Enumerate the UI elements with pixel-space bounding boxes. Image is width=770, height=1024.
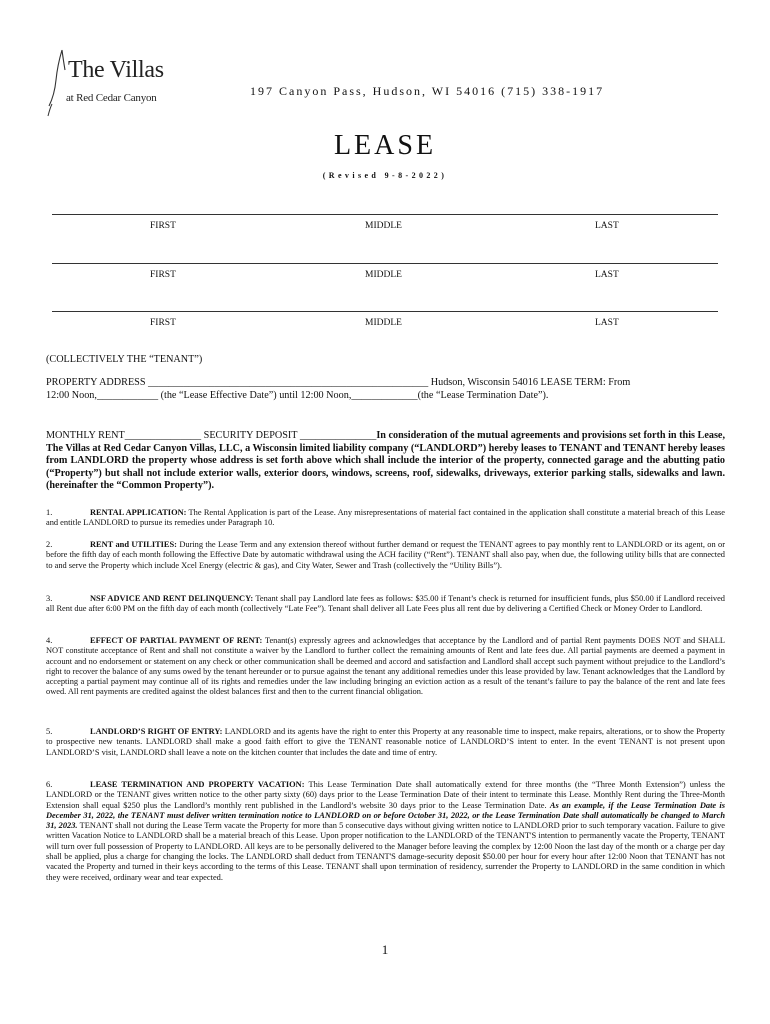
property-address-line: PROPERTY ADDRESS _______________________________________________________ Hudson, Wisconsin 54016 LEASE TERM: From [46, 377, 631, 388]
middle-name-label: MIDDLE [365, 270, 402, 280]
section-number: 5. [46, 727, 53, 736]
section-lease-termination [46, 780, 725, 883]
section-nsf-delinquency [46, 594, 725, 615]
villas-logo [46, 48, 166, 118]
section-heading: LEASE TERMINATION AND PROPERTY VACATION: [90, 780, 305, 789]
last-name-label: LAST [595, 221, 619, 231]
section-number: 1. [46, 508, 53, 517]
logo-subtitle: at Red Cedar Canyon [66, 92, 157, 104]
document-title: LEASE [333, 130, 437, 161]
middle-name-label: MIDDLE [365, 318, 402, 328]
section-partial-payment [46, 636, 725, 698]
section-number: 4. [46, 636, 53, 645]
first-name-label: FIRST [150, 270, 176, 280]
section-text: LANDLORD and its agents have the right to enter this Property at any reasonable time to inspect, make repairs, alterations, or to show the Property to prospective new tenants. LANDLORD shall make a good faith effort to give the TENANT reasonable notice of LANDLORD’S intent to enter. In the event TENANT is not present upon LANDLORD’S visit, LANDLORD shall leave a note on the kitchen counter that includes the date and time of entry. [46, 727, 725, 757]
section-text: Tenant(s) expressly agrees and acknowledges that acceptance by the Landlord and of partial Rent payments DOES NOT and SHALL NOT constitute acceptance of Rent and shall not constitute a waiver by the Landlord to further collect the remaining amounts of Rent and late fees due. All partial payments are deemed a payment in account and no endorsement or statement on any check or other communication shall be deemed and accord and satisfaction and Landlord shall accept such payment without prejudice to the Landlord’s right to recover the balance of any sums owed by the tenant hereunder or to pursue against the tenant any additional remedies under this lease provided by law. Tenant acknowledges that the Landlord by accepting a partial payment may continue all of its rights and remedies under the law including bringing an eviction action as a result of the tenant’s failure to pay the balance of the rent and late fees owed. All rent payments are credited against the oldest balances first and then to the current financial obligation. [46, 636, 726, 697]
section-heading: LANDLORD’S RIGHT OF ENTRY: [90, 727, 223, 736]
section-heading: RENT and UTILITIES: [90, 540, 177, 549]
property-address-clause [46, 377, 725, 402]
last-name-label: LAST [595, 270, 619, 280]
termination-example: As an example, if the Lease Termination Date is December 31, 2022, the TENANT must deliver written termination notice to LANDLORD on or before October 31, 2022, or the Lease Termination Date shall automatically be changed to March 31, 2023. [46, 800, 725, 831]
page-number: 1 [381, 942, 389, 957]
section-rent-utilities [46, 540, 725, 571]
tenant-name-line-3[interactable] [52, 311, 718, 312]
section-number: 2. [46, 540, 53, 549]
section-text: The Rental Application is part of the Lease. Any misrepresentations of material fact contained in the application shall constitute a material breach of this Lease and entitle LANDLORD to pursue its remedies under Paragraph 10. [46, 508, 725, 528]
landlord-address: 197 Canyon Pass, Hudson, WI 54016 (715) 338-1917 [250, 84, 605, 98]
last-name-label: LAST [595, 318, 619, 328]
rent-deposit-blanks: MONTHLY RENT_______________ SECURITY DEPOSIT _______________ [46, 430, 377, 441]
section-number: 3. [46, 594, 53, 603]
section-heading: EFFECT OF PARTIAL PAYMENT OF RENT: [90, 636, 263, 645]
section-text: This Lease Termination Date shall automatically extend for three months (the “Three Month Extension”) unless the LANDLORD or the TENANT gives written notice to the other party sixty (60) days prior to the Lease Termination Date of their intent to terminate this Lease. Monthly Rent during the Three-Month Extension shall equal $250 plus the Landlord’s monthly rent published in the Landlord’s website 30 days prior to the Lease Termination Date. [46, 780, 725, 810]
middle-name-label: MIDDLE [365, 221, 402, 231]
section-right-of-entry [46, 727, 725, 758]
logo-title: The Villas [68, 57, 164, 83]
tenant-name-line-1[interactable] [52, 214, 718, 215]
section-text-continued: TENANT shall not during the Lease Term vacate the Property for more than 5 consecutive days without giving written notice to LANDLORD prior to such temporary vacation. Failure to give written Vacation Notice to LANDLORD shall be a material breach of this Lease. Upon proper notification to the LANDLORD of the TENANT'S intention to permanently vacate the Property, TENANT will turn over full possession of Property to LANDLORD. All keys are to be personally delivered to the Manager before leaving the complex by 12:00 Noon the last day of the month or a charge per day shall be applied, plus a charge for changing the locks. The LANDLORD shall deduct from TENANT'S damage-security deposit $50.00 per hour for every hour after 12:00 Noon that TENANT has not vacated the Property and turned in their keys according to the terms of this Lease. TENANT shall upon termination of residency, surrender the Property to LANDLORD in the same condition in which they were received, ordinary wear and tear expected. [46, 821, 725, 882]
section-rental-application [46, 508, 725, 529]
lease-consideration-text: In consideration of the mutual agreements and provisions set forth in this Lease, The Villas at Red Cedar Canyon Villas, LLC, a Wisconsin limited liability company (“LANDLORD”) hereby leases to TENANT and TENANT hereby leases from LANDLORD the property whose address is set forth above which shall include the interior of the property, connected garage and the abutting patio (“Property”) but shall not include exterior walls, exterior doors, windows, screens, roof, sidewalks, driveways, exterior parking stalls, sidewalks and lawn. (hereinafter the “Common Property”). [46, 430, 725, 491]
lease-term-line: 12:00 Noon,____________ (the “Lease Effective Date”) until 12:00 Noon,_____________(the “Lease Termination Date”). [46, 389, 549, 401]
first-name-label: FIRST [150, 221, 176, 231]
section-text: During the Lease Term and any extension thereof without further demand or request the TENANT agrees to pay monthly rent to LANDLORD or its agent, on or before the fifth day of each month following the Effective Date by automatic withdrawal using the ACH facility (“Rent”). TENANT shall also pay, when due, the following utility bills that are connected to and serve the Property which include Xcel Energy (electric & gas), and City Water, Sewer and Trash (collectively the “Utility Bills”). [46, 540, 725, 570]
section-heading: NSF ADVICE AND RENT DELINQUENCY: [90, 594, 254, 603]
section-text: Tenant shall pay Landlord late fees as follows: $35.00 if Tenant’s check is returned for insufficient funds, plus $50.00 if Landlord received all Rent due after 6:00 PM on the fifth day of each month (collectively “Late Fee”). Tenant shall deliver all Late Fees plus all rent due by delivering a Certified Check or Money Order to Landlord. [46, 594, 725, 614]
tenant-name-line-2[interactable] [52, 263, 718, 264]
section-number: 6. [46, 780, 53, 789]
first-name-label: FIRST [150, 318, 176, 328]
collectively-tenant-note: (COLLECTIVELY THE “TENANT”) [46, 354, 203, 365]
section-heading: RENTAL APPLICATION: [90, 508, 187, 517]
rent-and-deposit-clause [46, 430, 725, 493]
revision-date: (Revised 9-8-2022) [322, 171, 448, 180]
